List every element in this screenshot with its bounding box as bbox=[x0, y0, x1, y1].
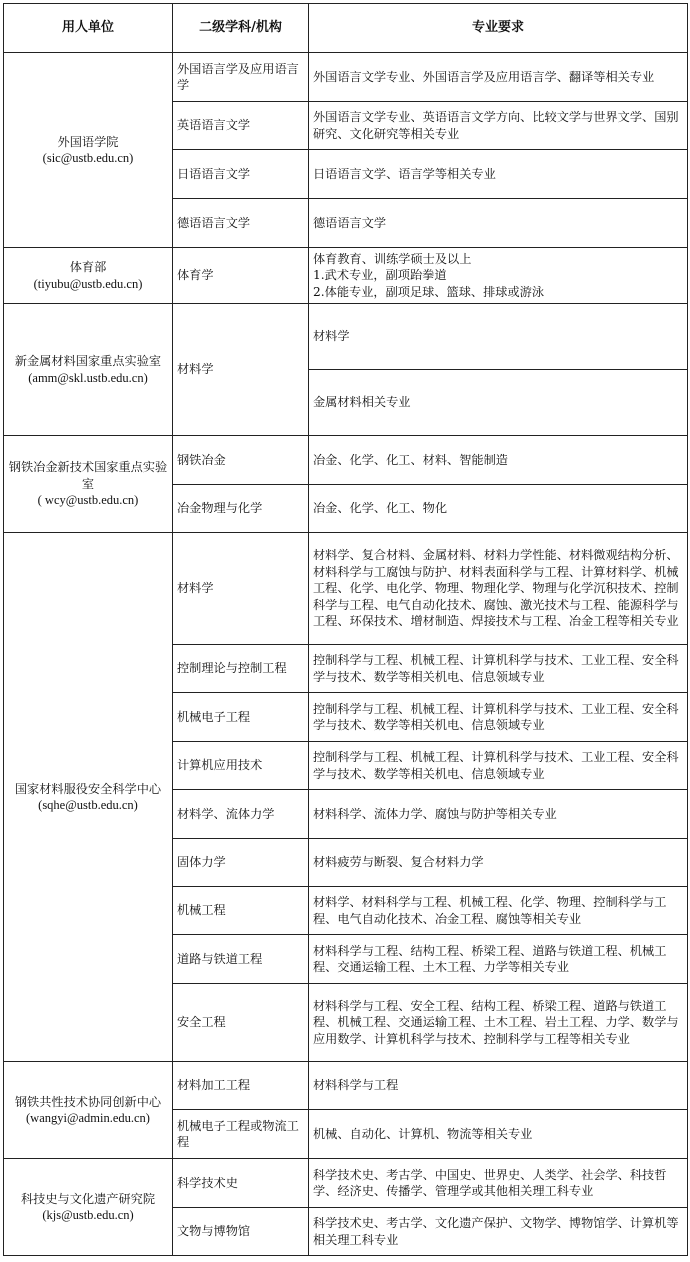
unit-cell bbox=[4, 533, 173, 1062]
requirement-cell: 科学技术史、考古学、文化遗产保护、文物学、博物馆学、计算机等相关理工科专业 bbox=[309, 1208, 688, 1256]
table-row bbox=[4, 436, 688, 485]
unit-email: (sic@ustb.edu.cn) bbox=[42, 151, 134, 165]
discipline-cell: 科学技术史 bbox=[173, 1159, 309, 1208]
discipline-cell: 机械电子工程 bbox=[173, 693, 309, 742]
table-row bbox=[4, 1062, 688, 1110]
requirement-cell: 日语语言文学、语言学等相关专业 bbox=[309, 150, 688, 199]
requirement-cell: 材料科学、流体力学、腐蚀与防护等相关专业 bbox=[309, 790, 688, 839]
discipline-cell: 体育学 bbox=[173, 248, 309, 304]
unit-email: (kjs@ustb.edu.cn) bbox=[42, 1208, 134, 1222]
requirement-line: 2.体能专业，副项足球、篮球、排球或游泳 bbox=[313, 284, 545, 299]
discipline-cell: 固体力学 bbox=[173, 839, 309, 887]
requirement-cell: 材料学 bbox=[309, 304, 688, 370]
requirement-cell: 控制科学与工程、机械工程、计算机科学与技术、工业工程、安全科学与技术、数学等相关机电、信息领域专业 bbox=[309, 742, 688, 790]
unit-cell bbox=[4, 304, 173, 436]
requirement-line: 体育教育、训练学硕士及以上 bbox=[313, 251, 472, 266]
discipline-cell: 控制理论与控制工程 bbox=[173, 645, 309, 693]
unit-cell bbox=[4, 436, 173, 533]
recruitment-table bbox=[3, 3, 688, 1256]
unit-email: (amm@skl.ustb.edu.cn) bbox=[28, 370, 148, 385]
requirement-cell bbox=[309, 248, 688, 304]
requirement-cell: 材料科学与工程、安全工程、结构工程、桥梁工程、道路与铁道工程、机械工程、交通运输工程、土木工程、岩土工程、力学、数学与应用数学、计算机科学与技术、控制科学与工程等相关专业 bbox=[309, 984, 688, 1062]
discipline-cell: 材料加工工程 bbox=[173, 1062, 309, 1110]
requirement-cell: 外国语言文学专业、英语语言文学方向、比较文学与世界文学、国别研究、文化研究等相关专业 bbox=[309, 102, 688, 150]
requirement-cell: 材料学、材料科学与工程、机械工程、化学、物理、控制科学与工程、电气自动化技术、冶金工程、腐蚀等相关专业 bbox=[309, 887, 688, 935]
table-row bbox=[4, 304, 688, 370]
unit-name: 国家材料服役安全科学中心 bbox=[14, 781, 162, 796]
discipline-cell: 冶金物理与化学 bbox=[173, 485, 309, 533]
table-row bbox=[4, 1159, 688, 1208]
unit-cell bbox=[4, 1159, 173, 1256]
table-row bbox=[4, 533, 688, 645]
discipline-cell: 材料学 bbox=[173, 533, 309, 645]
requirement-line: 1.武术专业，副项跆拳道 bbox=[313, 268, 447, 283]
requirement-cell: 材料科学与工程 bbox=[309, 1062, 688, 1110]
discipline-cell: 外国语言学及应用语言学 bbox=[173, 53, 309, 102]
requirement-cell: 控制科学与工程、机械工程、计算机科学与技术、工业工程、安全科学与技术、数学等相关机电、信息领域专业 bbox=[309, 645, 688, 693]
discipline-cell: 材料学 bbox=[173, 304, 309, 436]
unit-name: 科技史与文化遗产研究院 bbox=[20, 1191, 156, 1206]
unit-cell bbox=[4, 1062, 173, 1159]
discipline-cell: 计算机应用技术 bbox=[173, 742, 309, 790]
requirement-cell: 机械、自动化、计算机、物流等相关专业 bbox=[309, 1110, 688, 1159]
discipline-cell: 德语语言文学 bbox=[173, 199, 309, 248]
unit-name: 钢铁冶金新技术国家重点实验室 bbox=[8, 460, 168, 491]
header-row bbox=[4, 4, 688, 53]
requirement-cell: 材料科学与工程、结构工程、桥梁工程、道路与铁道工程、机械工程、交通运输工程、土木工程、力学等相关专业 bbox=[309, 935, 688, 984]
unit-name: 钢铁共性技术协同创新中心 bbox=[14, 1094, 162, 1109]
header-unit: 用人单位 bbox=[4, 4, 173, 53]
discipline-cell: 材料学、流体力学 bbox=[173, 790, 309, 839]
requirement-cell: 德语语言文学 bbox=[309, 199, 688, 248]
unit-name: 外国语学院 bbox=[57, 134, 119, 149]
table-row bbox=[4, 248, 688, 304]
requirement-cell: 金属材料相关专业 bbox=[309, 370, 688, 436]
header-requirement: 专业要求 bbox=[309, 4, 688, 53]
requirement-cell: 科学技术史、考古学、中国史、世界史、人类学、社会学、科技哲学、经济史、传播学、管理学或其他相关理工科专业 bbox=[309, 1159, 688, 1208]
discipline-cell: 钢铁冶金 bbox=[173, 436, 309, 485]
header-discipline: 二级学科/机构 bbox=[173, 4, 309, 53]
unit-cell bbox=[4, 53, 173, 248]
discipline-cell: 文物与博物馆 bbox=[173, 1208, 309, 1256]
unit-cell bbox=[4, 248, 173, 304]
discipline-cell: 安全工程 bbox=[173, 984, 309, 1062]
requirement-cell: 材料疲劳与断裂、复合材料力学 bbox=[309, 839, 688, 887]
requirement-cell: 冶金、化学、化工、材料、智能制造 bbox=[309, 436, 688, 485]
unit-email: (tiyubu@ustb.edu.cn) bbox=[33, 276, 143, 291]
table-row bbox=[4, 53, 688, 102]
requirement-cell: 外国语言文学专业、外国语言学及应用语言学、翻译等相关专业 bbox=[309, 53, 688, 102]
unit-email: (wangyi@admin.edu.cn) bbox=[26, 1111, 150, 1125]
discipline-cell: 道路与铁道工程 bbox=[173, 935, 309, 984]
discipline-cell: 日语语言文学 bbox=[173, 150, 309, 199]
unit-email: (sqhe@ustb.edu.cn) bbox=[38, 798, 138, 812]
discipline-cell: 机械电子工程或物流工程 bbox=[173, 1110, 309, 1159]
unit-name: 新金属材料国家重点实验室 bbox=[14, 354, 162, 368]
discipline-cell: 机械工程 bbox=[173, 887, 309, 935]
discipline-cell: 英语语言文学 bbox=[173, 102, 309, 150]
requirement-cell: 冶金、化学、化工、物化 bbox=[309, 485, 688, 533]
unit-email: ( wcy@ustb.edu.cn) bbox=[37, 493, 139, 508]
requirement-cell: 材料学、复合材料、金属材料、材料力学性能、材料微观结构分析、材料科学与工腐蚀与防护、材料表面科学与工程、计算材料学、机械工程、化学、电化学、物理、物理化学、物理与化学沉积技术、控制科学与工程、电气自动化技术、腐蚀、激光技术与工程、能源科学与工程、环保技术、增材制造、焊接技术与工程、冶金工程等相关专业 bbox=[309, 533, 688, 645]
requirement-cell: 控制科学与工程、机械工程、计算机科学与技术、工业工程、安全科学与技术、数学等相关机电、信息领域专业 bbox=[309, 693, 688, 742]
unit-name: 体育部 bbox=[69, 260, 107, 274]
